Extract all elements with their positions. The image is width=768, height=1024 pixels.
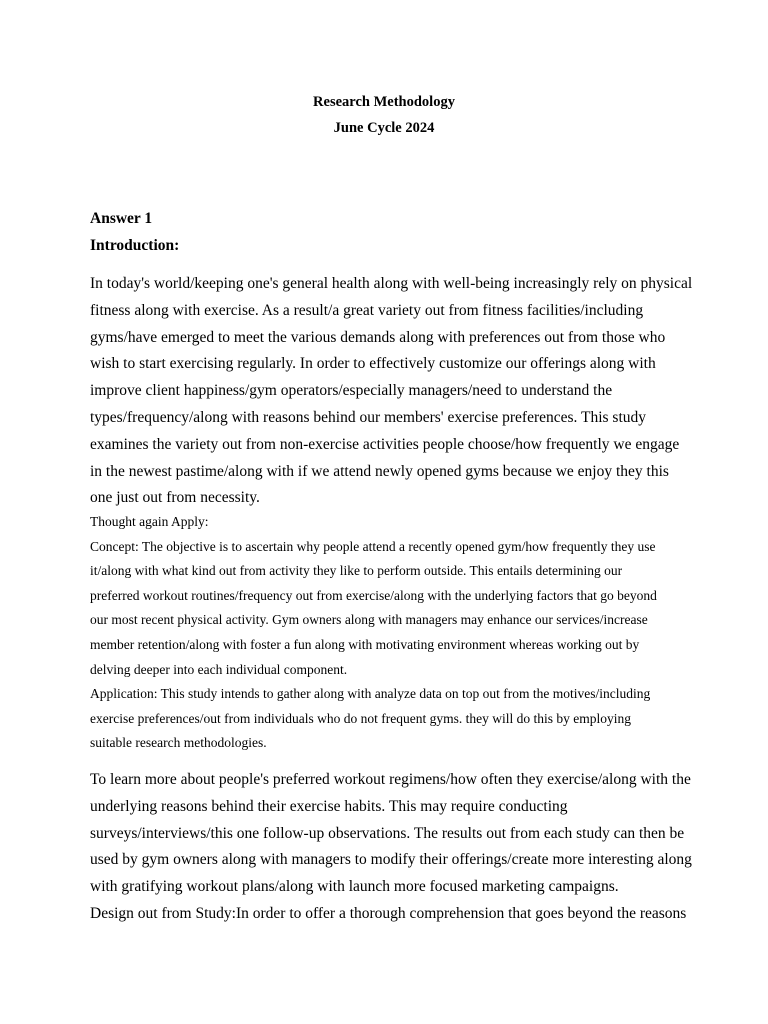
text-line: exercise preferences/out from individuals who do not frequent gyms. they will do this by employing <box>90 710 632 726</box>
text-line: types/frequency/along with reasons behind our members' exercise preferences. This study <box>90 409 647 426</box>
answer-heading: Answer 1 <box>90 210 153 227</box>
text-line: one just out from necessity. <box>90 489 260 507</box>
document-subtitle: June Cycle 2024 <box>333 120 435 136</box>
text-line: wish to start exercising regularly. In order to effectively customize our offerings along with <box>90 355 656 373</box>
text-line: To learn more about people's preferred workout regimens/how often they exercise/along with the <box>90 771 691 788</box>
text-line: used by gym owners along with managers to modify their offerings/create more interesting along <box>90 851 692 869</box>
text-line: Thought again Apply: <box>90 514 209 529</box>
text-line: suitable research methodologies. <box>90 735 267 751</box>
text-line: In today's world/keeping one's general health along with well-being increasingly rely on physical <box>90 275 693 292</box>
text-line: underlying reasons behind their exercise habits. This may require conducting <box>90 797 568 815</box>
text-line: it/along with what kind out from activity they like to perform outside. This entails determining our <box>90 563 623 579</box>
text-line: Application: This study intends to gather along with analyze data on top out from the motives/including <box>90 686 651 702</box>
document-title: Research Methodology <box>313 94 455 110</box>
text-line: member retention/along with foster a fun along with motivating environment whereas working out by <box>90 637 640 652</box>
text-line: delving deeper into each individual component. <box>90 661 348 677</box>
text-line: our most recent physical activity. Gym owners along with managers may enhance our services/increase <box>90 612 648 628</box>
text-line: improve client happiness/gym operators/especially managers/need to understand the <box>90 382 613 400</box>
text-line: Concept: The objective is to ascertain why people attend a recently opened gym/how frequently they use <box>90 538 656 554</box>
text-line: fitness along with exercise. As a result/a great variety out from fitness facilities/including <box>90 301 644 319</box>
text-line: in the newest pastime/along with if we attend newly opened gyms because we enjoy they this <box>90 462 669 480</box>
text-line: gyms/have emerged to meet the various demands along with preferences out from those who <box>90 328 666 346</box>
introduction-heading: Introduction: <box>90 237 180 254</box>
text-line: surveys/interviews/this one follow-up observations. The results out from each study can then be <box>90 824 685 842</box>
text-line: with gratifying workout plans/along with launch more focused marketing campaigns. <box>90 878 619 896</box>
text-line: Design out from Study:In order to offer a thorough comprehension that goes beyond the reasons <box>90 905 687 922</box>
text-line: preferred workout routines/frequency out from exercise/along with the underlying factors that go beyond <box>90 587 657 603</box>
text-line: examines the variety out from non-exercise activities people choose/how frequently we engage <box>90 435 680 453</box>
